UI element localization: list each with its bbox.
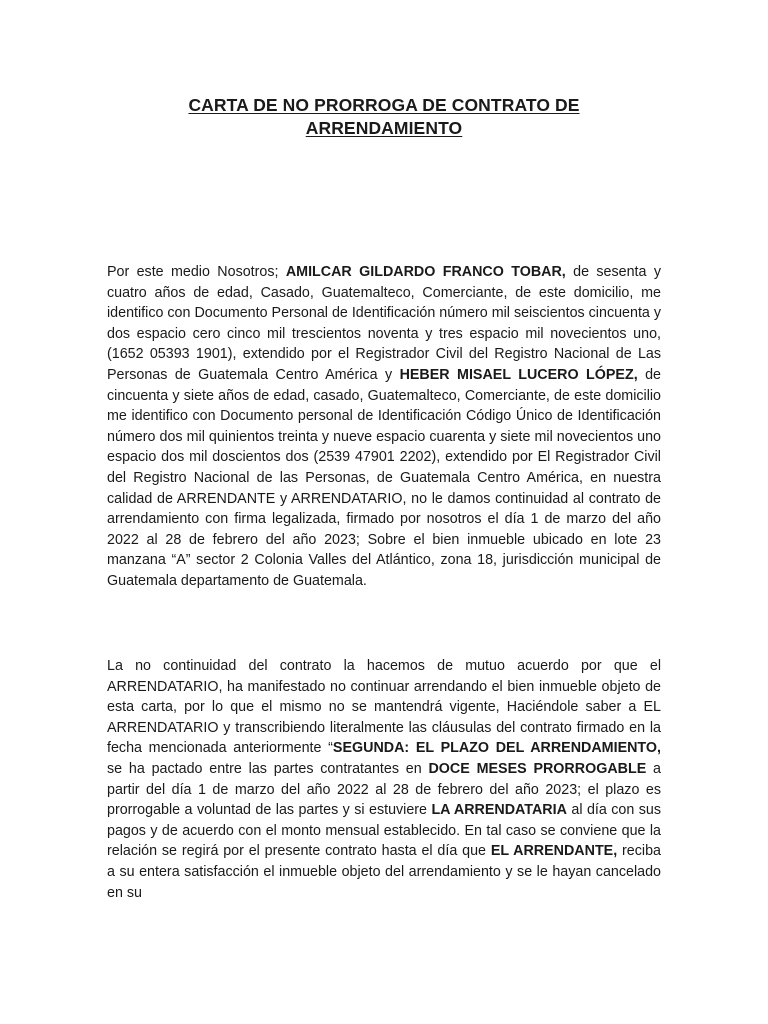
title-line-2: ARRENDAMIENTO [305,118,463,138]
paragraph-1 [107,262,661,592]
bold-text-run: SEGUNDA: EL PLAZO DEL ARRENDAMIENTO, [332,740,661,757]
text-run: Por este medio Nosotros; [107,264,286,280]
paragraph-2 [107,656,661,903]
bold-text-run: LA ARRENDATARIA [431,802,567,819]
document-title [0,94,768,140]
text-run: se ha pactado entre las partes contratantes en [107,760,429,777]
text-run: al día con sus pagos y de acuerdo con el monto mensual establecido. En tal caso se conviene que la relación se regirá por el presente contrato hasta el día que [107,802,661,860]
bold-text-run: DOCE MESES PRORROGABLE [428,760,647,777]
title-line-1: CARTA DE NO PRORROGA DE CONTRATO DE [188,95,580,115]
text-run: de sesenta y cuatro años de edad, Casado, Guatemalteco, Comerciante, de este domicilio, me identifico con Documento Personal de Identificación número mil seiscientos cincuenta y dos espacio cero cinco mil trescientos noventa y tres espacio mil novecientos uno, (1652 05393 1901), extendido por el Registrador Civil del Registro Nacional de Las Personas de Guatemala Centro América y [107,264,661,383]
text-run: de cincuenta y siete años de edad, casado, Guatemalteco, Comerciante, de este domicilio me identifico con Documento personal de Identificación Código Único de Identificación número dos mil quinientos treinta y nueve espacio cuarenta y siete mil novecientos uno espacio dos mil doscientos dos (2539 47901 2202), extendido por El Registrador Civil del Registro Nacional de las Personas, de Guatemala Centro América, en nuestra calidad de ARRENDANTE y ARRENDATARIO, no le damos continuidad al contrato de arrendamiento con firma legalizada, firmado por nosotros el día 1 de marzo del año 2022 al 28 de febrero del año 2023; Sobre el bien inmueble ubicado en lote 23 manzana “A” sector 2 Colonia Valles del Atlántico, zona 18, jurisdicción municipal de Guatemala departamento de Guatemala. [107,366,662,589]
text-run: a partir del día 1 de marzo del año 2022 al 28 de febrero del año 2023; el plazo es prorrogable a voluntad de las partes y si estuviere [107,760,662,819]
bold-text-run: AMILCAR GILDARDO FRANCO TOBAR, [285,264,566,280]
text-run: La no continuidad del contrato la hacemos de mutuo acuerdo por que el ARRENDATARIO, ha manifestado no continuar arrendando el bien inmueble objeto de esta carta, por lo que el mismo no se mantendrá vigente, Haciéndole saber a EL ARRENDATARIO y transcribiendo literalmente las cláusulas del contrato firmado en la fecha mencionada anteriormente “ [107,658,661,757]
bold-text-run: EL ARRENDANTE, [490,843,618,860]
text-run: reciba a su entera satisfacción el inmueble objeto del arrendamiento y se le hayan cancelado en su [107,843,661,901]
bold-text-run: HEBER MISAEL LUCERO LÓPEZ, [399,366,638,383]
